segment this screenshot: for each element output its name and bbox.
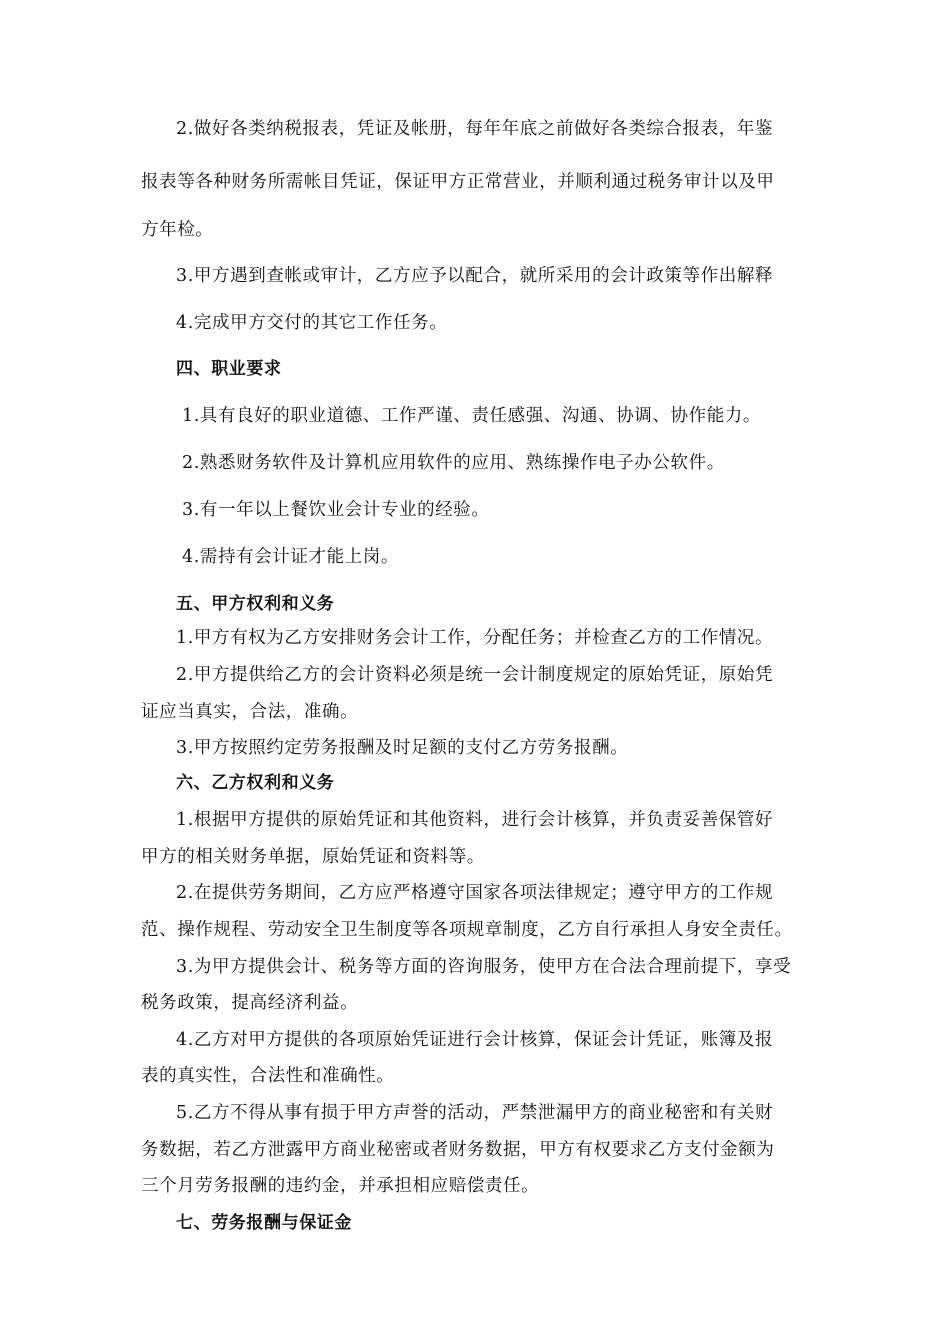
paragraph-line: 三个月劳务报酬的违约金，并承担相应赔偿责任。 <box>141 1176 540 1196</box>
paragraph-line: 务数据，若乙方泄露甲方商业秘密或者财务数据，甲方有权要求乙方支付金额为 <box>141 1140 775 1160</box>
paragraph-line: 2.做好各类纳税报表，凭证及帐册，每年年底之前做好各类综合报表，年鉴 <box>176 119 774 139</box>
paragraph-line: 范、操作规程、劳动安全卫生制度等各项规章制度，乙方自行承担人身安全责任。 <box>141 920 793 940</box>
paragraph-line: 3.甲方遇到查帐或审计，乙方应予以配合，就所采用的会计政策等作出解释 <box>176 266 774 286</box>
section-heading: 六、乙方权利和义务 <box>176 773 335 793</box>
paragraph-line: 3.为甲方提供会计、税务等方面的咨询服务，使甲方在合法合理前提下，享受 <box>176 957 792 977</box>
paragraph-line: 1.甲方有权为乙方安排财务会计工作，分配任务；并检查乙方的工作情况。 <box>176 628 774 648</box>
paragraph-line: 1.根据甲方提供的原始凭证和其他资料，进行会计核算，并负责妥善保管好 <box>176 810 774 830</box>
paragraph-line: 表的真实性，合法性和准确性。 <box>141 1066 395 1086</box>
section-heading: 五、甲方权利和义务 <box>176 594 335 614</box>
paragraph-line: 4.完成甲方交付的其它工作任务。 <box>176 313 448 333</box>
paragraph-line: 3.有一年以上餐饮业会计专业的经验。 <box>182 500 490 520</box>
paragraph-line: 方年检。 <box>141 220 214 240</box>
paragraph-line: 2.甲方提供给乙方的会计资料必须是统一会计制度规定的原始凭证，原始凭 <box>176 665 774 685</box>
paragraph-line: 5.乙方不得从事有损于甲方声誉的活动，严禁泄漏甲方的商业秘密和有关财 <box>176 1103 774 1123</box>
paragraph-line: 1.具有良好的职业道德、工作严谨、责任感强、沟通、协调、协作能力。 <box>182 406 761 426</box>
paragraph-line: 甲方的相关财务单据，原始凭证和资料等。 <box>141 847 485 867</box>
paragraph-line: 2.熟悉财务软件及计算机应用软件的应用、熟练操作电子办公软件。 <box>182 453 725 473</box>
paragraph-line: 报表等各种财务所需帐目凭证，保证甲方正常营业，并顺利通过税务审计以及甲 <box>141 172 775 192</box>
paragraph-line: 税务政策，提高经济利益。 <box>141 993 359 1013</box>
paragraph-line: 2.在提供劳务期间，乙方应严格遵守国家各项法律规定；遵守甲方的工作规 <box>176 883 774 903</box>
paragraph-line: 3.甲方按照约定劳务报酬及时足额的支付乙方劳务报酬。 <box>176 738 629 758</box>
paragraph-line: 4.需持有会计证才能上岗。 <box>182 547 399 567</box>
section-heading: 四、职业要求 <box>176 359 282 379</box>
section-heading: 七、劳务报酬与保证金 <box>176 1213 352 1233</box>
paragraph-line: 证应当真实，合法，准确。 <box>141 702 359 722</box>
paragraph-line: 4.乙方对甲方提供的各项原始凭证进行会计核算，保证会计凭证，账簿及报 <box>176 1030 774 1050</box>
